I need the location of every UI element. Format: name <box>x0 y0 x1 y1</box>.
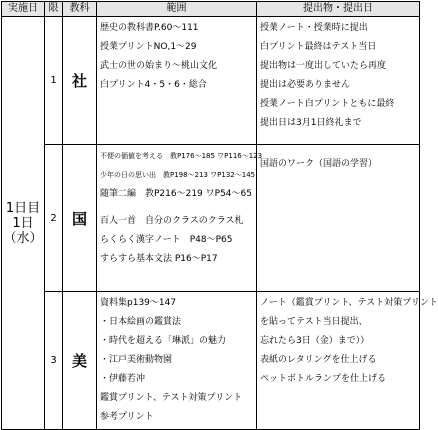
range-line: 歴史の教科書P.60〜111 <box>100 23 199 33</box>
subject-japanese: 国 <box>63 145 97 292</box>
range-line: 百人一首 自分のクラスのクラス札 <box>100 216 244 226</box>
header-row <box>2 2 420 17</box>
submission-line: 忘れたら3日（金）まで）） <box>260 336 370 346</box>
submission-line: ペットボトルランプを仕上げる <box>260 374 387 384</box>
period-3: 3 <box>45 292 63 430</box>
submission-line: 提出物は一度出していたら再度 <box>260 61 387 71</box>
row-japanese <box>2 145 420 292</box>
range-line: 不便の価値を考える 教P176〜185 ワP116〜123 <box>100 152 263 160</box>
header-date: 実施日 <box>2 2 45 17</box>
submission-line: を貼ってテスト当日提出、 <box>260 317 368 327</box>
range-line: すらすら基本文法 P16〜P17 <box>100 254 218 264</box>
header-period: 限 <box>45 2 63 17</box>
range-line: 資料集p139〜147 <box>100 298 177 308</box>
row-art <box>2 292 420 430</box>
period-2: 2 <box>45 145 63 292</box>
range-line: らくらく漢字ノート P48〜P65 <box>100 235 233 245</box>
range-line: ・江戸美術動物園 <box>100 355 173 365</box>
day-label: 1日目 <box>5 200 41 216</box>
range-line: ・日本絵画の鑑賞法 <box>100 317 182 327</box>
range-line: 白プリント4・5・6・総合 <box>100 80 207 90</box>
range-line: 授業プリントNO,1〜29 <box>100 42 197 52</box>
subject-art: 美 <box>63 292 97 430</box>
range-social <box>97 17 257 145</box>
subject-social: 社 <box>63 17 97 145</box>
submission-line: 国語のワーク（国語の学習） <box>260 159 378 169</box>
submission-art <box>257 292 438 430</box>
submission-line: 表紙のレタリングを仕上げる <box>260 355 377 365</box>
range-line: 少年の日の思い出 教P198〜213 ワP132〜145 <box>100 171 256 179</box>
day-date: 1日 <box>12 215 34 231</box>
row-social <box>2 17 420 145</box>
submission-line: ノート（鑑賞プリント、テスト対策プリント <box>260 298 438 308</box>
header-subject: 教科 <box>63 2 97 17</box>
day-cell <box>2 17 45 430</box>
range-japanese <box>97 145 263 292</box>
submission-line: 提出は必要ありません <box>260 80 351 90</box>
range-line: 随筆二編 教P216〜219 ワP54〜65 <box>100 189 252 199</box>
range-line: 参考プリント <box>100 412 154 422</box>
range-line: ・伊藤若冲 <box>100 374 146 384</box>
range-art <box>97 292 257 430</box>
submission-social <box>257 17 420 145</box>
range-line: ・時代を超える「琳派」の魅力 <box>100 336 227 346</box>
submission-japanese <box>257 145 420 292</box>
submission-line: 授業ノート・授業時に提出 <box>260 23 368 33</box>
period-1: 1 <box>45 17 63 145</box>
submission-line: 提出日は3月1日終礼まで <box>260 118 362 128</box>
range-line: 武士の世の始まり〜桃山文化 <box>100 61 218 71</box>
submission-line: 授業ノート白プリントともに最終 <box>260 99 395 109</box>
header-range: 範囲 <box>97 2 257 17</box>
range-line: 鑑賞プリント、テスト対策プリント <box>100 393 243 403</box>
submission-line: 白プリント最終はテスト当日 <box>260 42 377 52</box>
header-submission: 提出物・提出日 <box>257 2 420 17</box>
exam-schedule-table <box>1 1 438 430</box>
day-weekday: （水） <box>3 230 43 246</box>
